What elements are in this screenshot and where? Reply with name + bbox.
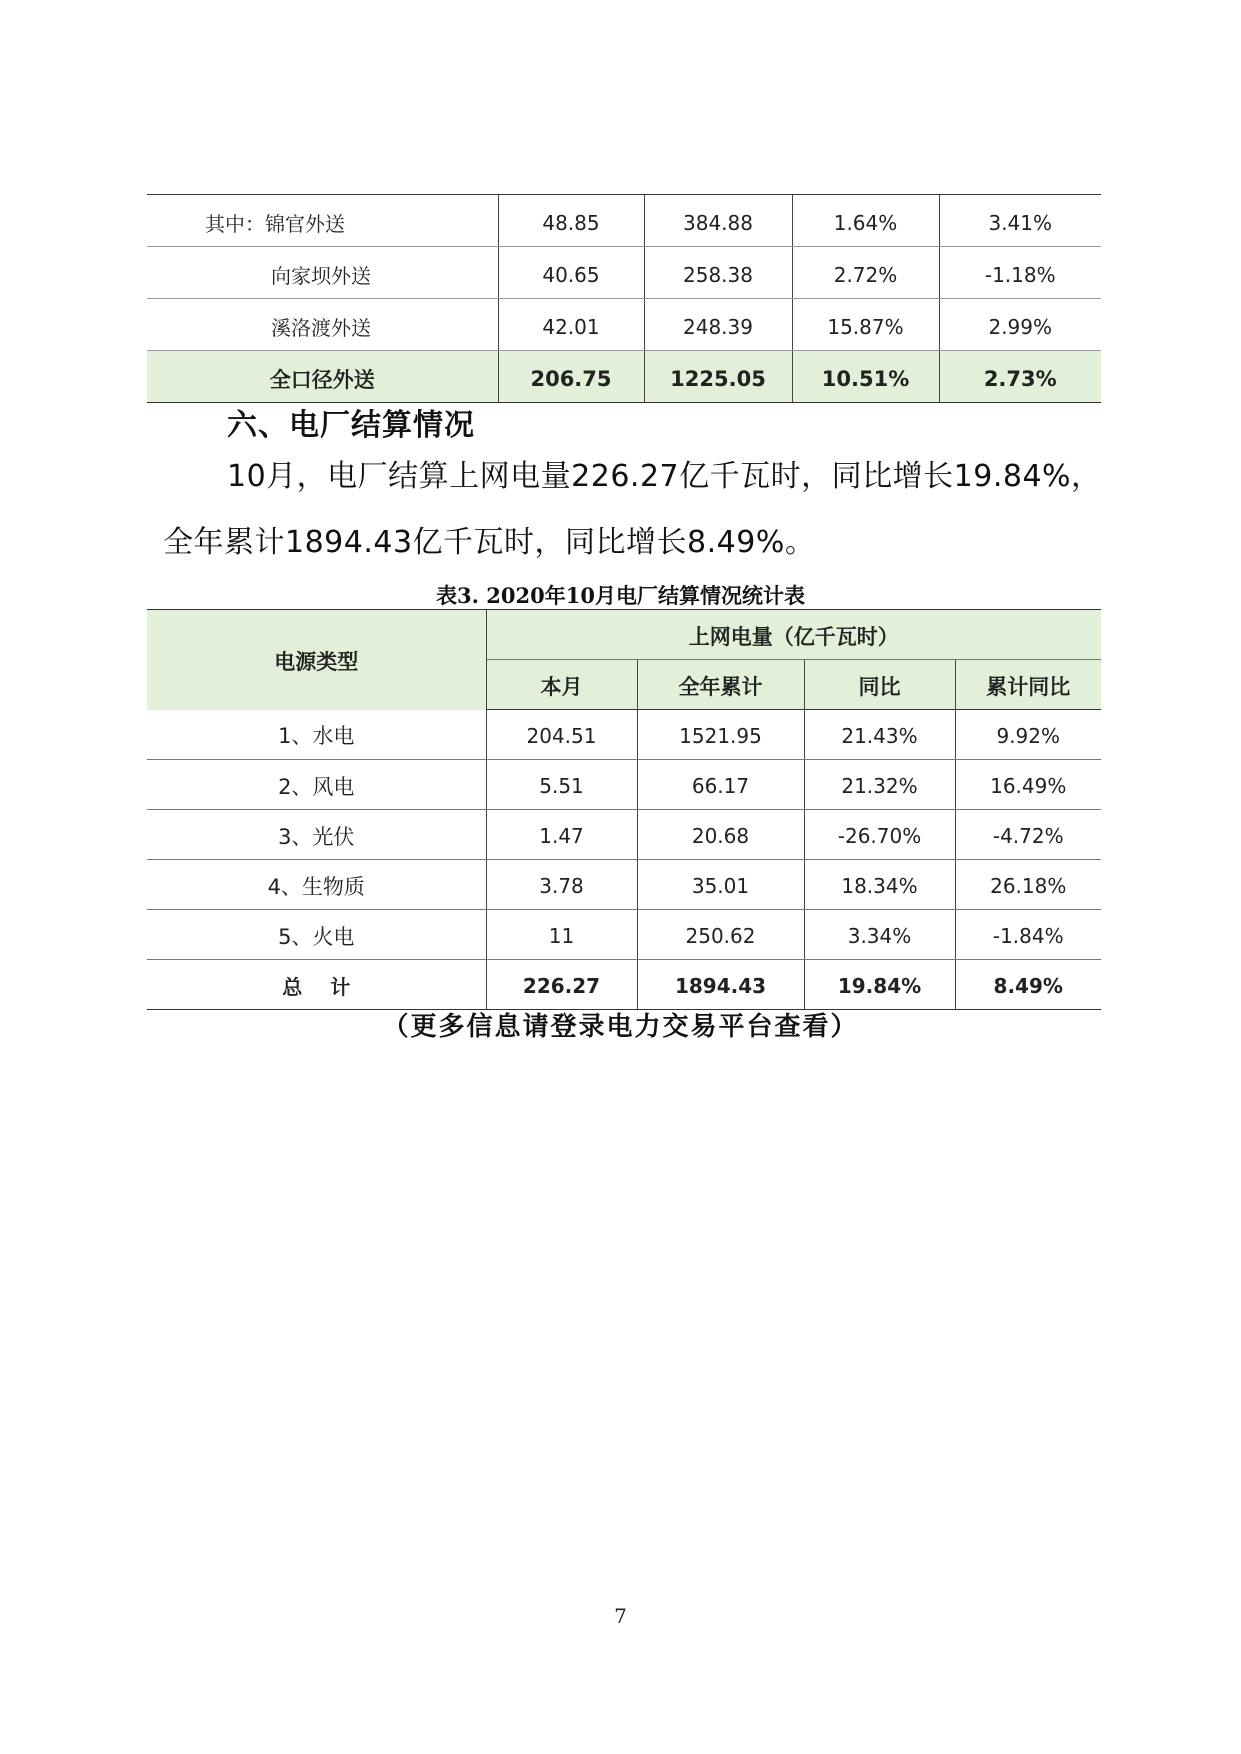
cell-value: 11 bbox=[486, 910, 637, 960]
table-row bbox=[147, 760, 1101, 810]
cell-value: 16.49% bbox=[955, 760, 1101, 810]
cell-value: 2.72% bbox=[792, 247, 939, 299]
cell-value: 26.18% bbox=[955, 860, 1101, 910]
cell-value: 248.39 bbox=[644, 299, 792, 351]
cell-value: 1894.43 bbox=[637, 960, 804, 1010]
header-group: 上网电量（亿千瓦时） bbox=[486, 610, 1101, 660]
cell-value: 48.85 bbox=[498, 195, 644, 247]
row-label: 4、生物质 bbox=[147, 860, 486, 910]
cell-value: 3.41% bbox=[939, 195, 1101, 247]
cell-value: 66.17 bbox=[637, 760, 804, 810]
table-header-row bbox=[147, 610, 1101, 660]
cell-value: 206.75 bbox=[498, 351, 644, 403]
cell-value: 384.88 bbox=[644, 195, 792, 247]
cell-value: 35.01 bbox=[637, 860, 804, 910]
cell-value: 2.73% bbox=[939, 351, 1101, 403]
cell-value: 10.51% bbox=[792, 351, 939, 403]
cell-value: 8.49% bbox=[955, 960, 1101, 1010]
table-row bbox=[147, 195, 1101, 247]
cell-value: 3.78 bbox=[486, 860, 637, 910]
table-row bbox=[147, 299, 1101, 351]
cell-value: 40.65 bbox=[498, 247, 644, 299]
page-number: 7 bbox=[614, 1604, 627, 1628]
row-label: 其中：锦官外送 bbox=[147, 195, 498, 247]
table-row bbox=[147, 247, 1101, 299]
cell-value: 15.87% bbox=[792, 299, 939, 351]
table-row bbox=[147, 710, 1101, 760]
cell-value: 1521.95 bbox=[637, 710, 804, 760]
paragraph-line: 10月，电厂结算上网电量226.27亿千瓦时，同比增长19.84%， bbox=[227, 459, 1102, 494]
cell-value: 1.47 bbox=[486, 810, 637, 860]
cell-value: 258.38 bbox=[644, 247, 792, 299]
table-total-row bbox=[147, 960, 1101, 1010]
cell-value: 21.32% bbox=[804, 760, 955, 810]
cell-value: 18.34% bbox=[804, 860, 955, 910]
cell-value: 42.01 bbox=[498, 299, 644, 351]
cell-value: 3.34% bbox=[804, 910, 955, 960]
cell-value: 19.84% bbox=[804, 960, 955, 1010]
cell-value: 20.68 bbox=[637, 810, 804, 860]
row-label: 1、水电 bbox=[147, 710, 486, 760]
header-cell: 累计同比 bbox=[955, 660, 1101, 710]
outbound-transmission-table bbox=[147, 194, 1101, 403]
plant-settlement-table bbox=[147, 609, 1101, 1010]
total-label: 总计 bbox=[147, 960, 486, 1010]
row-label: 向家坝外送 bbox=[147, 247, 498, 299]
table-row bbox=[147, 860, 1101, 910]
total-label: 全口径外送 bbox=[147, 351, 498, 403]
cell-value: 1225.05 bbox=[644, 351, 792, 403]
paragraph-line: 全年累计1894.43亿千瓦时，同比增长8.49%。 bbox=[163, 525, 816, 560]
section-heading: 六、电厂结算情况 bbox=[227, 408, 475, 443]
cell-value: 226.27 bbox=[486, 960, 637, 1010]
cell-value: 250.62 bbox=[637, 910, 804, 960]
row-label: 溪洛渡外送 bbox=[147, 299, 498, 351]
table-row bbox=[147, 910, 1101, 960]
header-cell: 同比 bbox=[804, 660, 955, 710]
cell-value: -26.70% bbox=[804, 810, 955, 860]
table-caption: 表3. 2020年10月电厂结算情况统计表 bbox=[436, 583, 805, 608]
row-label: 3、光伏 bbox=[147, 810, 486, 860]
cell-value: 5.51 bbox=[486, 760, 637, 810]
header-power-type: 电源类型 bbox=[147, 610, 486, 710]
header-cell: 全年累计 bbox=[637, 660, 804, 710]
cell-value: 2.99% bbox=[939, 299, 1101, 351]
table-row bbox=[147, 810, 1101, 860]
cell-value: 21.43% bbox=[804, 710, 955, 760]
row-label: 2、风电 bbox=[147, 760, 486, 810]
cell-value: 9.92% bbox=[955, 710, 1101, 760]
cell-value: -4.72% bbox=[955, 810, 1101, 860]
cell-value: 204.51 bbox=[486, 710, 637, 760]
footer-note: （更多信息请登录电力交易平台查看） bbox=[382, 1012, 859, 1042]
header-cell: 本月 bbox=[486, 660, 637, 710]
cell-value: -1.18% bbox=[939, 247, 1101, 299]
cell-value: -1.84% bbox=[955, 910, 1101, 960]
row-label: 5、火电 bbox=[147, 910, 486, 960]
table-total-row bbox=[147, 351, 1101, 403]
cell-value: 1.64% bbox=[792, 195, 939, 247]
